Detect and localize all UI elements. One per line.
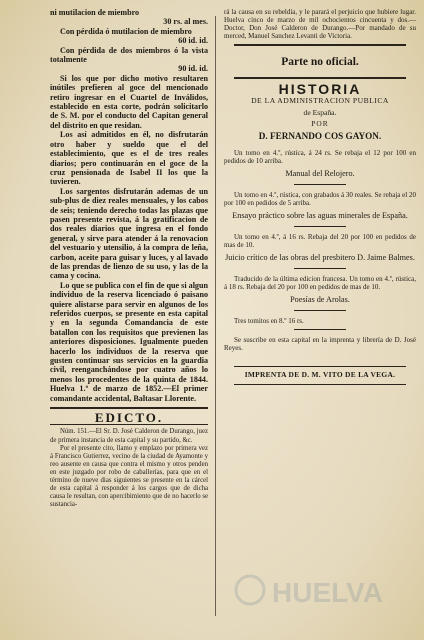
- book-subtitle-2: de España.: [303, 107, 337, 117]
- right-column: [224, 8, 416, 389]
- paragraph-publica: Lo que se publica con el fin de que si algun individuo de la reserva licenciado ó paisano quiere alistarse para servir en algunos de los referidos cuerpos, se presente en esta capital y en la segunda Comandancia de este batallon con los requisitos que previenen las anteriores disposiciones. Igualmente pueden hacerlo los individuos de la reserva que gusten continuar sus servicios en la guardia civil, reenganchándose por cuatro años lo menos los procedentes de la quinta de 1844. Huelva 1.º de marzo de 1852.—El primer comandante accidental, Baltasar Llorente.: [50, 280, 208, 403]
- book-entry-text: Un tomo en 4.º, rústica, con grabados á 30 reales. Se rebaja el 20 por 100 en pedidos de 5 arriba.: [224, 190, 416, 207]
- book-entry-text: Tres tomitos en 8.º 16 rs.: [234, 316, 304, 325]
- pension-label: ni mutilacion de miembro: [50, 8, 140, 17]
- book-entry-title: Juicio crítico de las obras del presbitero D. Jaime Balmes.: [225, 252, 415, 262]
- pension-amount: 30 rs. al mes.: [163, 17, 208, 27]
- pension-row-1: [50, 8, 208, 17]
- edicto-intro: Núm. 151.—El Sr. D. José Calderon de Durango, juez de primera instancia de esta capital y su partido, &c.: [50, 428, 208, 444]
- edicto-body: Por el presente cito, llamo y emplazo por primera vez á Francisco Gutierrez, vecino de la ciudad de Ayamonte y reo ausente en causa que contra el mismo y otros penden en este juzgado por robo de caballerías, para que en el término de nueve dias siguientes se presente en la cárcel de esta capital á responder á los cargos que de dicha causa le resultan, con apercibimiento que de no hacerlo se sustancia-: [50, 444, 208, 509]
- watermark-text: HUELVA: [272, 577, 383, 608]
- book-entry-text: Un tomo en 4.º, rústica, á 24 rs. Se rebaja el 12 por 100 en pedidos de 10 arriba.: [224, 148, 416, 165]
- divider: [50, 407, 208, 409]
- pension-amount: 90 id. id.: [178, 64, 208, 74]
- book-entry-title: Poesías de Arolas.: [290, 294, 350, 304]
- column-divider: [215, 16, 216, 616]
- book-subtitle: DE LA ADMINISTRACION PUBLICA: [251, 96, 389, 106]
- paragraph-invalidos: Si los que por dicho motivo resultaren inútiles prefieren al goce del mencionado retiro ingresar en el Cuartel de Inválidos, establecido en esta corte, podrán solicitarlo de S. M. por el conducto del Capitan general del distrito en que residan.: [50, 73, 208, 130]
- edicto-heading: EDICTO.: [94, 410, 164, 426]
- paragraph-haber: Los así admitidos en él, no disfrutarán otro haber y sueldo que el del establecimiento, que es el de tres reales diarios; pero continuarán en el goce de la cruz pensionada de Isabel II los que la tuvieren.: [50, 130, 208, 187]
- divider: [234, 384, 406, 385]
- pension-label: Con pérdida de dos miembros ó la vista totalmente: [50, 45, 208, 65]
- paragraph-sargentos: Los sargentos disfrutarán ademas de un sub-plus de diez reales mensuales, y los cabos de seis; teniendo derecho todas las plazas que pasen presente revista, á la gratificacion de dos reales diarios que ingresa en el fondo general, y sirve para atender á la renovacion del vestuario y utensilio, á la compra de leña, carbon, aceite para guisar y luces, y al lavado de las prendas de lienzo de su uso, y las de la cama y cocina.: [50, 186, 208, 281]
- book-entry-text: Un tomo en 4.º, á 16 rs. Rebaja del 20 por 100 en pedidos de mas de 10.: [224, 232, 416, 249]
- book-title: HISTORIA: [278, 80, 362, 97]
- book-entry-title: Manual del Relojero.: [285, 168, 355, 178]
- divider: [294, 184, 346, 185]
- pension-row-1-amount: [50, 17, 208, 26]
- book-author: D. FERNANDO COS GAYON.: [258, 130, 382, 141]
- edicto-continuation: rá la causa en su rebeldía, y le parará el perjuicio que hubiere lugar. Huelva cinco de marzo de mil ochocientos cincuenta y dos.—Doctor, Don José Calderon de Durango.—Por mandado de su merced, Manuel Sanchez Levanti de Victoria.: [224, 8, 416, 40]
- sale-note: Se suscribe en esta capital en la imprenta y librería de D. José Reyes.: [224, 335, 416, 352]
- divider: [234, 77, 406, 79]
- by-label: POR: [311, 119, 329, 129]
- divider: [294, 226, 346, 227]
- section-heading: Parte no oficial.: [281, 56, 359, 68]
- pension-row-3-amount: [50, 64, 208, 73]
- pension-label: Con pérdida ó mutilacion de miembro: [60, 26, 192, 36]
- divider: [234, 44, 406, 46]
- divider: [234, 366, 406, 367]
- pension-row-2-amount: [50, 36, 208, 45]
- pension-amount: 60 id. id.: [178, 36, 208, 46]
- library-watermark-icon: [232, 560, 422, 630]
- printer-credit: IMPRENTA DE D. M. VITO DE LA VEGA.: [244, 370, 396, 380]
- book-entry-title: Ensayo práctico sobre las aguas minerales de España.: [232, 210, 408, 220]
- book-entry-text: Traducido de la última edicion francesa. Un tomo en 4.º, rústica, á 18 rs. Rebaja del 20 por 100 en pedidos de mas de 10.: [224, 274, 416, 291]
- left-column: [50, 8, 208, 509]
- divider: [294, 268, 346, 269]
- divider: [294, 329, 346, 330]
- divider: [294, 310, 346, 311]
